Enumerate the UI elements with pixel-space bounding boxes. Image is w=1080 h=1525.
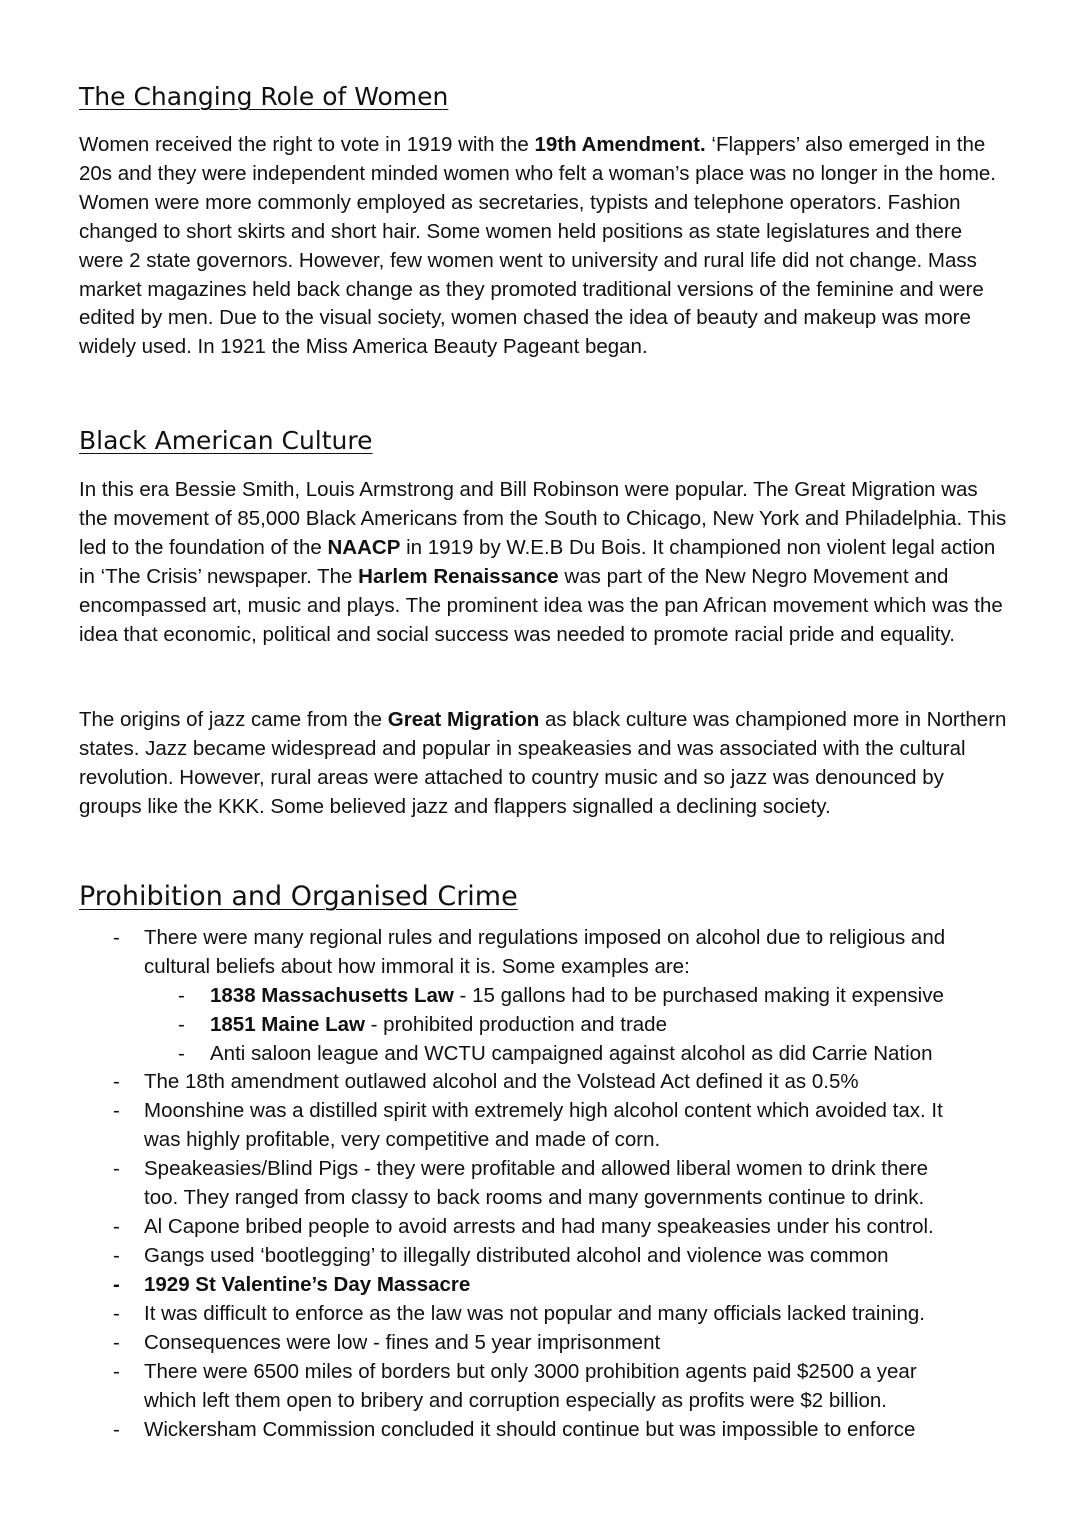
- text-run: The origins of jazz came from the: [79, 708, 388, 731]
- bullet-text: It was difficult to enforce as the law was not popular and many officials lacked training.: [144, 1302, 925, 1325]
- sub-bullet-text: Anti saloon league and WCTU campaigned against alcohol as did Carrie Nation: [210, 1042, 933, 1065]
- bullet-dash: -: [113, 1331, 120, 1354]
- bullet-text: Wickersham Commission concluded it should continue but was impossible to enforce: [144, 1418, 916, 1441]
- bullet-text: Speakeasies/Blind Pigs - they were profitable and allowed liberal women to drink there: [144, 1157, 928, 1180]
- heading-prohibition: Prohibition and Organised Crime: [79, 881, 518, 912]
- text-run: - prohibited production and trade: [364, 1013, 667, 1036]
- heading-black-american-culture: Black American Culture: [79, 426, 373, 455]
- bold-term: Great Migration: [387, 708, 540, 731]
- text-run: - 15 gallons had to be purchased making it expensive: [453, 984, 944, 1007]
- bullet-dash: -: [113, 1070, 120, 1093]
- sub-bullet-dash: -: [178, 1013, 185, 1036]
- sub-bullet-text: [210, 1011, 667, 1040]
- sub-bullet-dash: -: [178, 984, 185, 1007]
- paragraph-black-culture: [79, 476, 1009, 649]
- bullet-text: was highly profitable, very competitive and made of corn.: [144, 1128, 661, 1151]
- bold-term: Harlem Renaissance: [358, 564, 559, 588]
- bold-term: 19th Amendment.: [534, 133, 706, 156]
- text-run: was part of the New Negro Movement and encompassed art, music and plays. The prominent idea was the pan African movement which was the idea that economic, political and social success was needed to promote racial pride and equality.: [79, 564, 1003, 646]
- bold-term: NAACP: [327, 535, 401, 559]
- sub-bullet-text: [210, 982, 944, 1011]
- heading-changing-role-of-women: The Changing Role of Women: [79, 82, 449, 111]
- bullet-text: There were 6500 miles of borders but only 3000 prohibition agents paid $2500 a year: [144, 1360, 917, 1383]
- bullet-dash: -: [113, 1418, 120, 1441]
- bullet-dash: -: [113, 1244, 120, 1267]
- text-run: In this era Bessie Smith, Louis Armstrong and Bill Robinson were popular. The Great Migration was the movement of 85,000 Black Americans from the South to Chicago, New York and Philadelphia. This led to the foundation of the: [79, 478, 1007, 559]
- bullet-dash: -: [113, 1273, 120, 1296]
- text-run: ‘Flappers’ also emerged in the 20s and they were independent minded women who felt a woman’s place was no longer in the home. Women were more commonly employed as secretaries, typists and telephone operators. Fashion changed to short skirts and short hair. Some women held positions as state legislatures and there were 2 state governors. However, few women went to university and rural life did not change. Mass market magazines held back change as they promoted traditional versions of the feminine and were edited by men. Due to the visual society, women chased the idea of beauty and makeup was more widely used. In 1921 the Miss America Beauty Pageant began.: [79, 133, 996, 359]
- bullet-dash: -: [113, 1157, 120, 1180]
- bullet-text: which left them open to bribery and corruption especially as profits were $2 billion.: [144, 1389, 887, 1412]
- bullet-dash: -: [113, 1099, 120, 1122]
- bullet-text: Gangs used ‘bootlegging’ to illegally distributed alcohol and violence was common: [144, 1244, 889, 1267]
- bold-term: 1851 Maine Law: [210, 1013, 365, 1036]
- bullet-text: 1929 St Valentine’s Day Massacre: [144, 1273, 471, 1296]
- bullet-dash: -: [113, 926, 120, 949]
- text-run: in 1919 by W.E.B Du Bois. It championed non violent legal action in ‘The Crisis’ newspaper. The: [79, 535, 996, 588]
- text-run: Women received the right to vote in 1919 with the: [79, 133, 535, 156]
- bullet-dash: -: [113, 1360, 120, 1383]
- bullet-text: The 18th amendment outlawed alcohol and the Volstead Act defined it as 0.5%: [144, 1070, 859, 1093]
- bullet-text: Consequences were low - fines and 5 year imprisonment: [144, 1331, 661, 1354]
- paragraph-women: [79, 131, 1009, 362]
- bullet-text: Moonshine was a distilled spirit with extremely high alcohol content which avoided tax. It: [144, 1099, 943, 1122]
- bullet-text: There were many regional rules and regulations imposed on alcohol due to religious and: [144, 926, 946, 949]
- bullet-text: cultural beliefs about how immoral it is. Some examples are:: [144, 955, 690, 978]
- bullet-dash: -: [113, 1302, 120, 1325]
- bold-term: 1838 Massachusetts Law: [210, 984, 454, 1007]
- sub-bullet-dash: -: [178, 1042, 185, 1065]
- text-run: as black culture was championed more in Northern states. Jazz became widespread and popular in speakeasies and was associated with the cultural revolution. However, rural areas were attached to country music and so jazz was denounced by groups like the KKK. Some believed jazz and flappers signalled a declining society.: [79, 708, 1007, 818]
- bullet-text: Al Capone bribed people to avoid arrests and had many speakeasies under his control.: [144, 1215, 934, 1238]
- paragraph-jazz: [79, 706, 1009, 822]
- bullet-text: too. They ranged from classy to back rooms and many governments continue to drink.: [144, 1186, 925, 1209]
- bullet-dash: -: [113, 1215, 120, 1238]
